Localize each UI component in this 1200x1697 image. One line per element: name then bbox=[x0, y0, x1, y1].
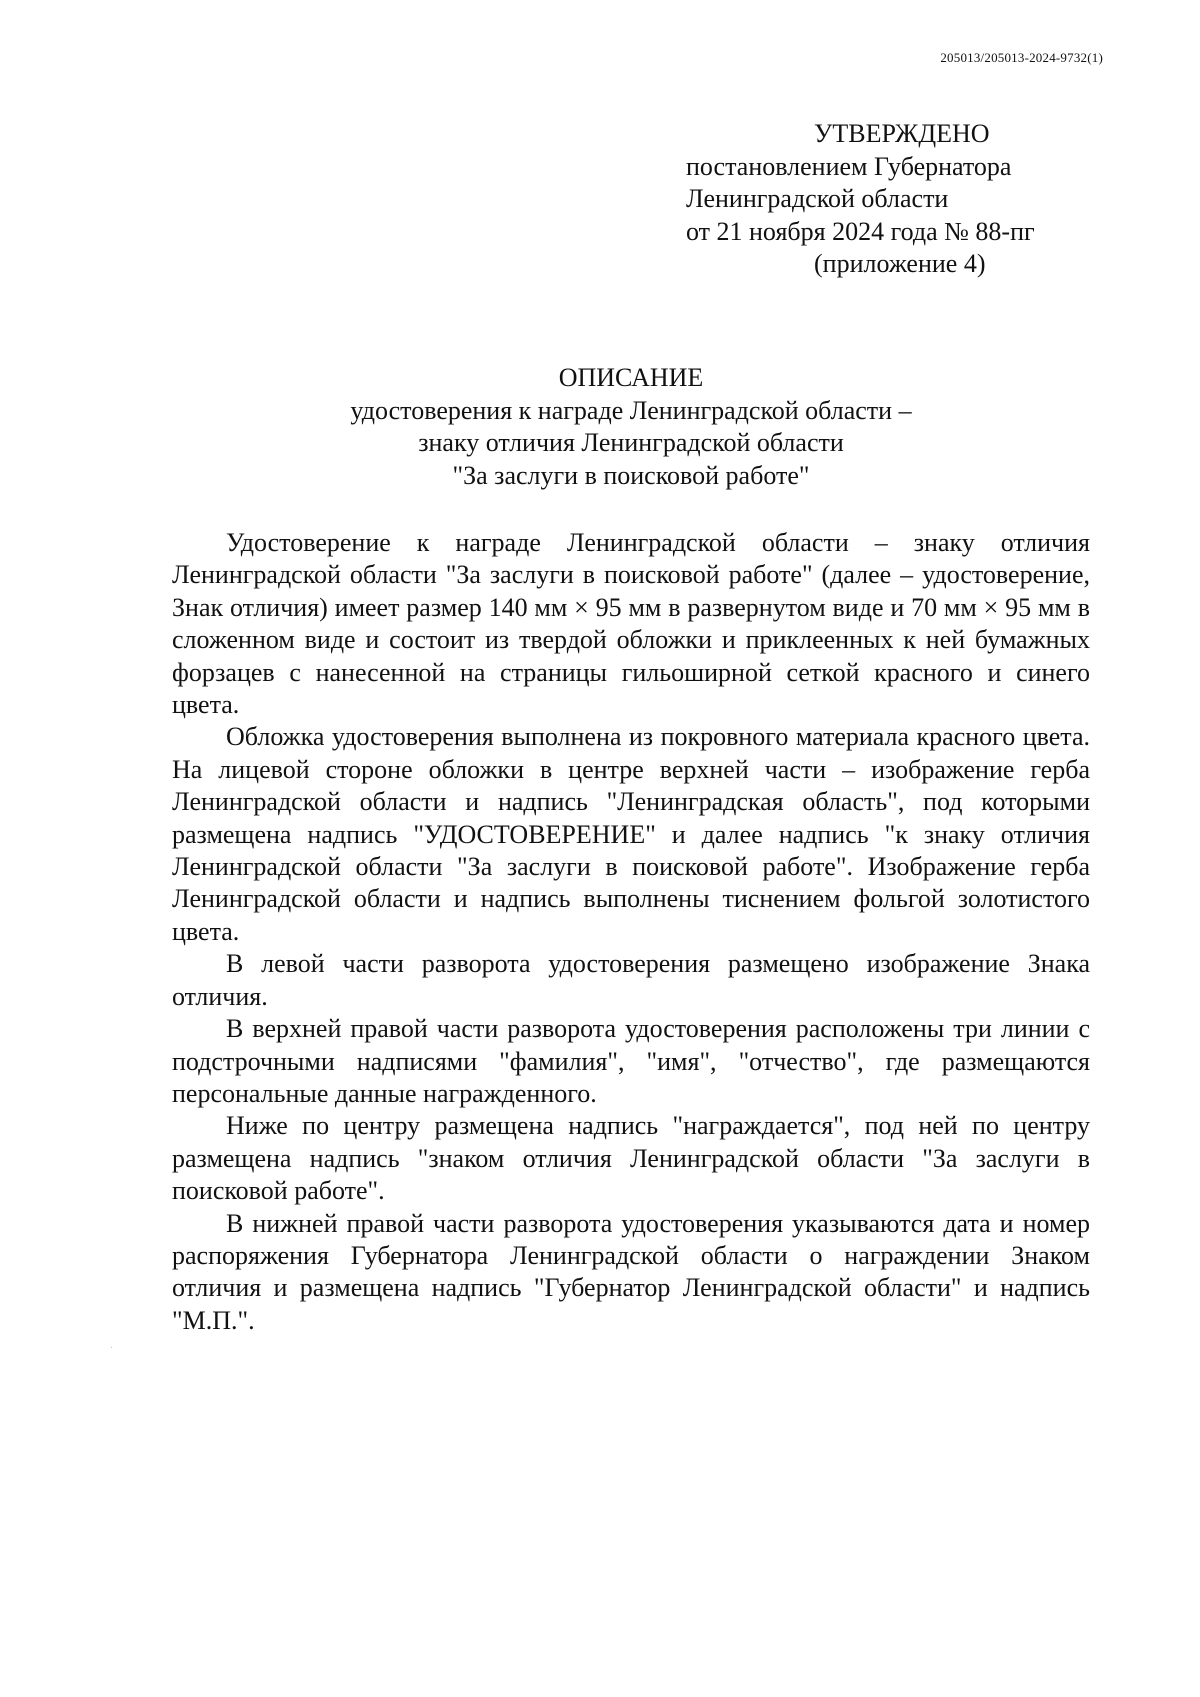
approval-block bbox=[686, 118, 1106, 281]
paragraph: В верхней правой части разворота удостоверения расположены три линии с подстрочными надписями "фамилия", "имя", "отчество", где размещаются персональные данные награжденного. bbox=[172, 1014, 1090, 1108]
document-subtitle-2: знаку отличия Ленинградской области bbox=[418, 428, 844, 457]
document-title: ОПИСАНИЕ bbox=[558, 363, 704, 392]
paragraph: В нижней правой части разворота удостоверения указываются дата и номер распоряжения Губернатора Ленинградской области о награждении Знаком отличия и размещена надпись "Губернатор Ленинградской области" и надпись "М.П.". bbox=[172, 1208, 1090, 1335]
approval-line-2: Ленинградской области bbox=[686, 184, 949, 213]
title-block bbox=[172, 362, 1090, 492]
document-id: 205013/205013-2024-9732(1) bbox=[940, 50, 1103, 65]
paragraph: В левой части разворота удостоверения размещено изображение Знака отличия. bbox=[172, 949, 1090, 1011]
approval-line-1: постановлением Губернатора bbox=[686, 151, 1012, 181]
document-subtitle-1: удостоверения к награде Ленинградской области – bbox=[350, 395, 912, 425]
margin-mark bbox=[111, 1347, 112, 1348]
approval-line-3: от 21 ноября 2024 года № 88-пг bbox=[686, 216, 1035, 246]
body-text bbox=[172, 527, 1090, 1337]
paragraph: Удостоверение к награде Ленинградской области – знаку отличия Ленинградской области "За заслуги в поисковой работе" (далее – удостоверение, Знак отличия) имеет размер 140 мм × 95 мм в развернутом виде и 70 мм × 95 мм в сложенном виде и состоит из твердой обложки и приклеенных к ней бумажных форзацев с нанесенной на страницы гильоширной сеткой красного и синего цвета. bbox=[172, 528, 1090, 720]
paragraph: Ниже по центру размещена надпись "награждается", под ней по центру размещена надпись "знаком отличия Ленинградской области "За заслуги в поисковой работе". bbox=[172, 1111, 1090, 1206]
approval-heading: УТВЕРЖДЕНО bbox=[814, 119, 990, 148]
document-subtitle-3: "За заслуги в поисковой работе" bbox=[452, 460, 810, 490]
paragraph: Обложка удостоверения выполнена из покровного материала красного цвета. На лицевой стороне обложки в центре верхней части – изображение герба Ленинградской области и надпись "Ленинградская область", под которыми размещена надпись "УДОСТОВЕРЕНИЕ" и далее надпись "к знаку отличия Ленинградской области "За заслуги в поисковой работе". Изображение герба Ленинградской области и надпись выполнены тиснением фольгой золотистого цвета. bbox=[172, 722, 1090, 946]
approval-appendix: (приложение 4) bbox=[814, 249, 986, 278]
